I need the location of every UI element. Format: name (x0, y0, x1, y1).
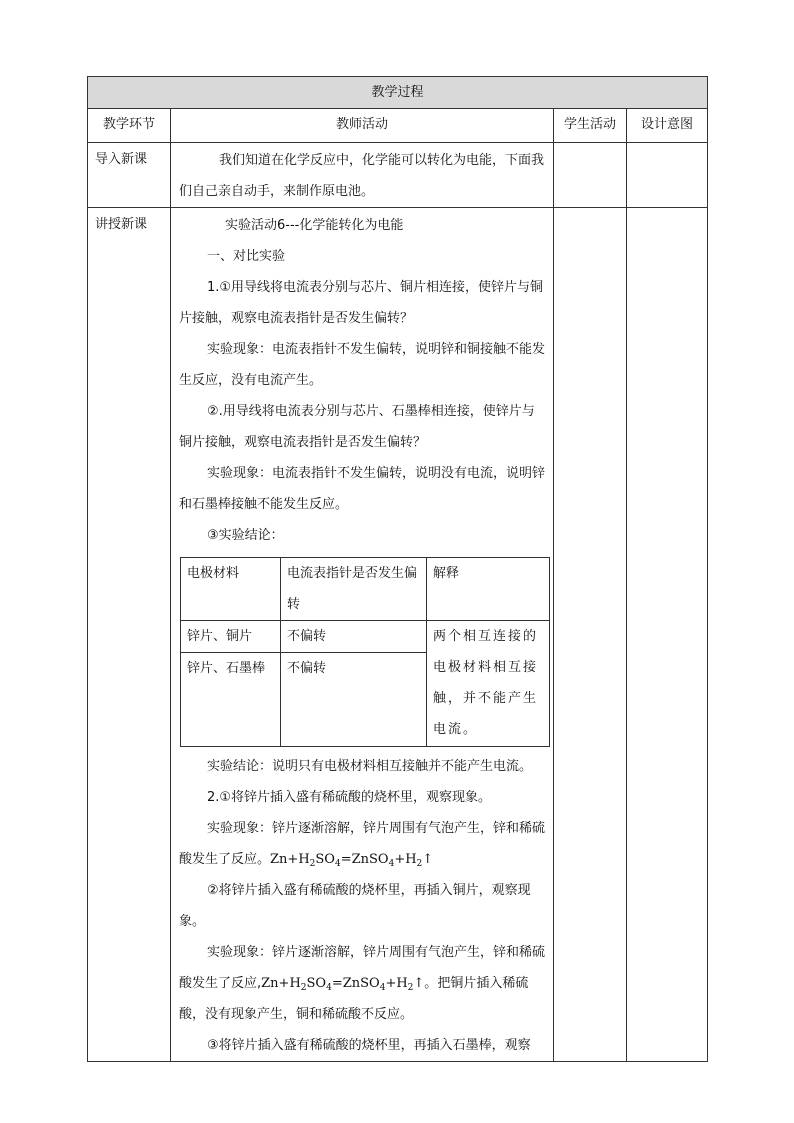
paragraph-2: 实验现象：电流表指针不发生偏转，说明锌和铜接触不能发生反应，没有电流产生。 (179, 342, 546, 388)
paragraph-10-tail: 把铜片插入稀硫酸，没有现象产生，铜和稀硫酸不反应。 (179, 976, 529, 1022)
header-stage: 教学环节 (88, 109, 171, 143)
lesson-design-cell (627, 208, 708, 1062)
conclusion-deflect-1: 不偏转 (281, 621, 427, 653)
lesson-teacher-cell (171, 208, 554, 1062)
stage-intro: 导入新课 (88, 143, 171, 208)
paragraph-4: 实验现象：电流表指针不发生偏转，说明没有电流，说明锌和石墨棒接触不能发生反应。 (179, 466, 546, 512)
column-header-row (88, 109, 708, 143)
intro-student-cell (554, 143, 627, 208)
conclusion-material-1: 锌片、铜片 (181, 621, 281, 653)
table-row-lesson (88, 208, 708, 1062)
intro-teacher-cell (171, 143, 554, 208)
paragraph-6: 实验结论：说明只有电极材料相互接触并不能产生电流。 (207, 759, 533, 774)
intro-design-cell (627, 143, 708, 208)
stage-lesson: 讲授新课 (88, 208, 171, 1062)
intro-text: 我们知道在化学反应中，化学能可以转化为电能，下面我们自己亲自动手，来制作原电池。 (179, 153, 545, 199)
lesson-title: 实验活动6---化学能转化为电能 (225, 218, 404, 233)
conclusion-table (180, 557, 550, 747)
conclusion-deflect-2: 不偏转 (281, 653, 427, 747)
conclusion-explain: 两个相互连接的电极材料相互接触，并不能产生电流。 (427, 621, 550, 747)
paragraph-11: ③将锌片插入盛有稀硫酸的烧杯里，再插入石墨棒，观察 (207, 1038, 531, 1053)
table-band-row (88, 77, 708, 109)
lesson-student-cell (554, 208, 627, 1062)
paragraph-3: ②.用导线将电流表分别与芯片、石墨棒相连接，使锌片与铜片接触，观察电流表指针是否发生偏转？ (179, 404, 535, 450)
paragraph-10-text: 实验现象：锌片逐渐溶解，锌片周围有气泡产生，锌和稀硫酸发生了反应, (179, 945, 546, 991)
header-student: 学生活动 (554, 109, 627, 143)
paragraph-1: 1.①用导线将电流表分别与芯片、铜片相连接，使锌片与铜片接触，观察电流表指针是否发生偏转？ (179, 280, 544, 326)
header-teacher: 教师活动 (171, 109, 554, 143)
table-row-intro (88, 143, 708, 208)
paragraph-5: ③实验结论： (207, 528, 284, 543)
teaching-process-table (87, 76, 708, 1062)
conclusion-header-row (181, 558, 550, 621)
paragraph-10 (179, 937, 545, 1030)
header-design: 设计意图 (627, 109, 708, 143)
section-heading: 一、对比实验 (207, 249, 286, 264)
conclusion-header-deflect: 电流表指针是否发生偏转 (281, 558, 427, 621)
conclusion-row-1 (181, 621, 550, 653)
conclusion-material-2: 锌片、石墨棒 (181, 653, 281, 747)
band-title: 教学过程 (88, 77, 708, 109)
paragraph-8-text: 实验现象：锌片逐渐溶解，锌片周围有气泡产生，锌和稀硫酸发生了反应。 (179, 821, 546, 867)
conclusion-header-explain: 解释 (427, 558, 550, 621)
equation-2: $Zn+H_2SO_4=ZnSO_4+H_2↑$。 (261, 976, 438, 993)
conclusion-header-material: 电极材料 (181, 558, 281, 621)
paragraph-8 (179, 813, 545, 875)
paragraph-7: 2.①将锌片插入盛有稀硫酸的烧杯里，观察现象。 (207, 790, 492, 805)
paragraph-9: ②将锌片插入盛有稀硫酸的烧杯里，再插入铜片，观察现象。 (179, 883, 531, 929)
equation-1: $Zn+H_2SO_4=ZnSO_4+H_2↑$ (270, 852, 434, 869)
